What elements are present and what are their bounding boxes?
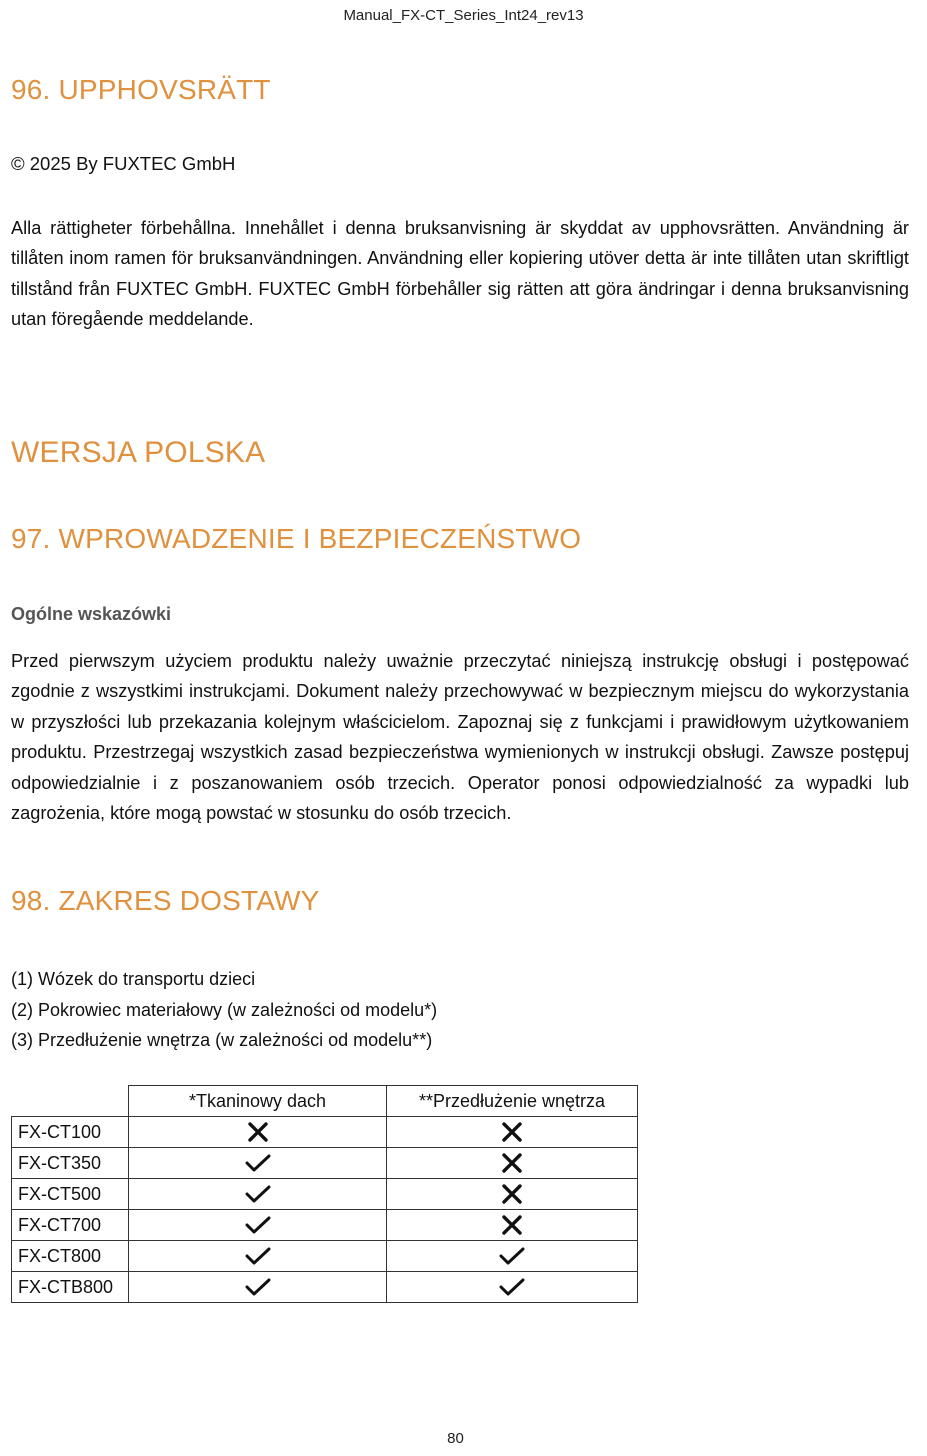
table-corner-cell: [12, 1086, 129, 1117]
delivery-heading: 98. ZAKRES DOSTAWY: [11, 885, 320, 916]
copyright-owner: © 2025 By FUXTEC GmbH: [11, 153, 236, 174]
document-header: Manual_FX-CT_Series_Int24_rev13: [343, 7, 584, 24]
table-row: [12, 1117, 638, 1148]
col-header-extension: **Przedłużenie wnętrza: [387, 1086, 638, 1117]
model-cell: FX-CT700: [12, 1210, 129, 1241]
delivery-table: [11, 1085, 638, 1303]
model-cell: FX-CT800: [12, 1241, 129, 1272]
model-cell: FX-CT100: [12, 1117, 129, 1148]
delivery-item: (1) Wózek do transportu dzieci: [11, 969, 256, 989]
table-row: [12, 1210, 638, 1241]
extension-cross-icon: [387, 1210, 638, 1241]
extension-cross-icon: [387, 1148, 638, 1179]
intro-text-end: odpowiedzialność za wypadki lub zagrożenia, które mogą powstać w stosunku do osób trzecich.: [11, 772, 910, 824]
model-cell: FX-CTB800: [12, 1272, 129, 1303]
extension-check-icon: [387, 1272, 638, 1303]
roof-check-icon: [129, 1179, 387, 1210]
copyright-text: [11, 213, 909, 335]
delivery-list: [11, 964, 437, 1056]
intro-subheading: Ogólne wskazówki: [11, 604, 172, 624]
copyright-text-body: Alla rättigheter förbehållna. Innehållet i denna bruksanvisning är skyddat av upphovsrätten. Användning är tillåten inom ramen för bruksanvändningen. Användning eller kopiering utöver detta är inte tillåten utan skriftligt tillstånd från FUXTEC GmbH. FUXTEC GmbH förbehåller sig rätten att göra: [11, 218, 909, 299]
roof-check-icon: [129, 1272, 387, 1303]
intro-text: [11, 646, 909, 828]
roof-check-icon: [129, 1241, 387, 1272]
extension-cross-icon: [387, 1117, 638, 1148]
intro-heading: 97. WPROWADZENIE I BEZPIECZEŃSTWO: [11, 523, 582, 554]
extension-cross-icon: [387, 1179, 638, 1210]
roof-check-icon: [129, 1210, 387, 1241]
table-row: [12, 1179, 638, 1210]
table-row: [12, 1241, 638, 1272]
copyright-heading: 96. UPPHOVSRÄTT: [11, 74, 271, 105]
roof-check-icon: [129, 1148, 387, 1179]
extension-check-icon: [387, 1241, 638, 1272]
page-number: 80: [447, 1430, 464, 1447]
table-row: [12, 1272, 638, 1303]
col-header-roof: *Tkaninowy dach: [129, 1086, 387, 1117]
table-row: [12, 1148, 638, 1179]
table-header-row: [12, 1086, 638, 1117]
delivery-item: (2) Pokrowiec materiałowy (w zależności od modelu*): [11, 999, 438, 1020]
model-cell: FX-CT350: [12, 1148, 129, 1179]
copyright-text-end: ändringar i denna bruksanvisning utan föregående meddelande.: [11, 278, 909, 330]
model-cell: FX-CT500: [12, 1179, 129, 1210]
polish-version-title: WERSJA POLSKA: [11, 436, 266, 469]
roof-cross-icon: [129, 1117, 387, 1148]
intro-text-body: Przed pierwszym użyciem produktu należy uważnie przeczytać niniejszą instrukcję obsługi i postępować zgodnie z wszystkimi instrukcjami. Dokument należy przechowywać w bezpiecznym miejscu do wykorzystania w przyszłości lub przekazania kolejnym właścicielom. Zapoznaj się z funkcjami i prawidłowym użytkowaniem produktu. Przestrzegaj wszystkich zasad bezpieczeństwa wymienionych w instrukcji obsługi. Zawsze postępuj odpowiedzialnie i z poszanowaniem osób trzecich. Operator ponosi: [11, 651, 909, 793]
delivery-item: (3) Przedłużenie wnętrza (w zależności od modelu**): [11, 1030, 433, 1050]
